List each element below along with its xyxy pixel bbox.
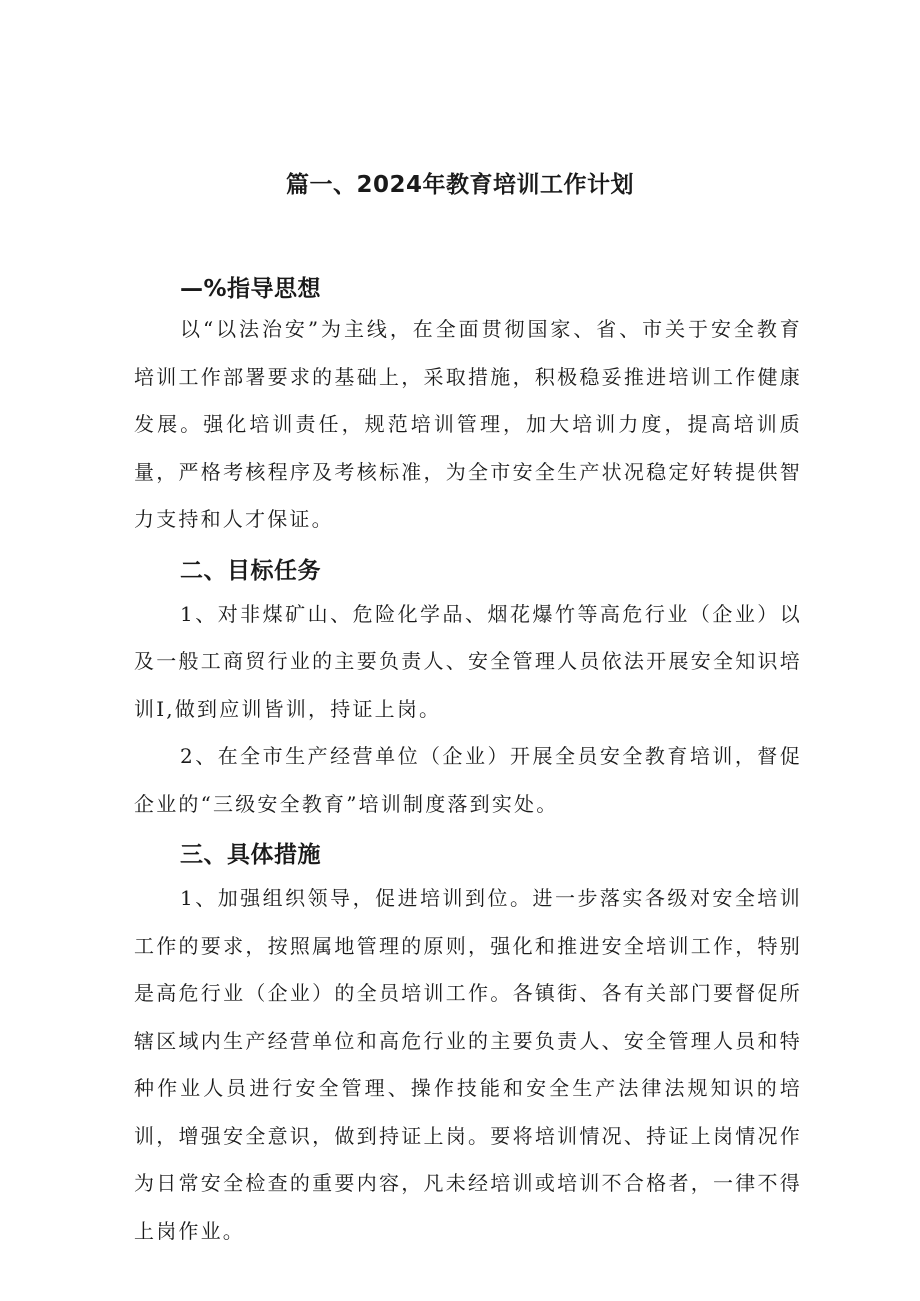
section-heading: —%指导思想 [180,276,322,302]
section-guiding-ideology [134,274,802,544]
paragraph: 1、加强组织领导，促进培训到位。进一步落实各级对安全培训工作的要求，按照属地管理的原则，强化和推进安全培训工作，特别是高危行业（企业）的全员培训工作。各镇街、各有关部门要督促所辖区域内生产经营单位和高危行业的主要负责人、安全管理人员和特种作业人员进行安全管理、操作技能和安全生产法律法规知识的培训，增强安全意识，做到持证上岗。要将培训情况、持证上岗情况作为日常安全检查的重要内容，凡未经培训或培训不合格者，一律不得上岗作业。 [134,886,802,1243]
paragraph: 2、在全市生产经营单位（企业）开展全员安全教育培训，督促企业的“三级安全教育”培训制度落到实处。 [134,744,802,816]
section-heading: 二、目标任务 [180,557,321,584]
document-body [134,268,802,1255]
section-heading: 三、具体措施 [180,842,321,868]
document-title: 篇一、2024年教育培训工作计划 [285,172,634,198]
section-measures [134,840,802,1255]
section-goals [134,556,802,829]
paragraph: 1、对非煤矿山、危险化学品、烟花爆竹等高危行业（企业）以及一般工商贸行业的主要负责人、安全管理人员依法开展安全知识培训I,做到应训皆训，持证上岗。 [134,601,802,721]
paragraph: 以“以法治安”为主线，在全面贯彻国家、省、市关于安全教育培训工作部署要求的基础上，采取措施，积极稳妥推进培训工作健康发展。强化培训责任，规范培训管理，加大培训力度，提高培训质量，严格考核程序及考核标准，为全市安全生产状况稳定好转提供智力支持和人才保证。 [134,317,802,531]
